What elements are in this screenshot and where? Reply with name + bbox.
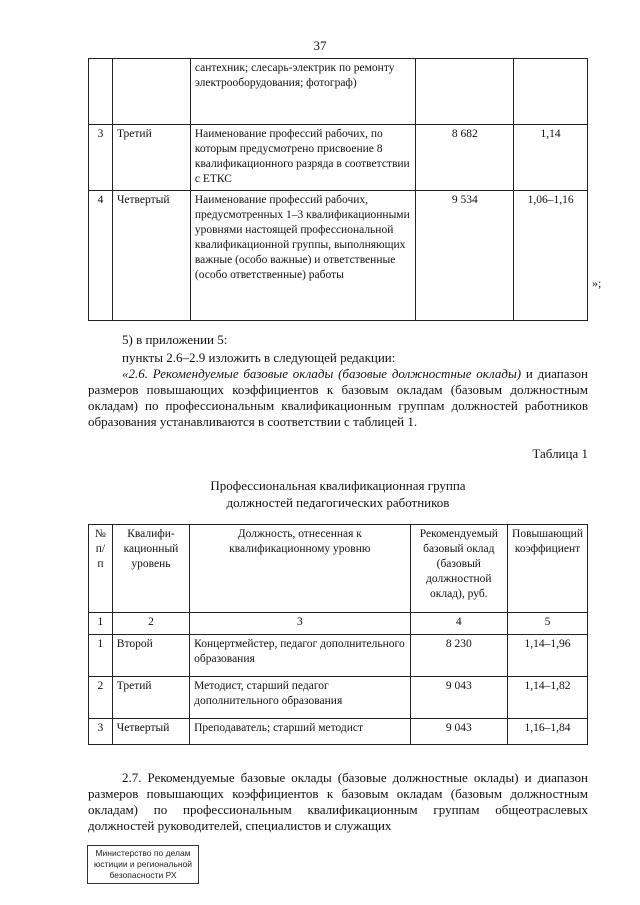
- table-row: [89, 677, 588, 719]
- cell-num: [89, 59, 113, 125]
- cell-coef: 1,14–1,96: [508, 635, 588, 677]
- points-intro: пункты 2.6–2.9 изложить в следующей редакции:: [122, 350, 396, 365]
- header-salary: Рекомендуемый базовый оклад (базовый должностной оклад), руб.: [410, 525, 507, 613]
- cell-position: Преподаватель; старший методист: [190, 719, 410, 745]
- cell-positions: сантехник; слесарь-электрик по ремонту электрооборудования; фотограф): [190, 59, 416, 125]
- cell-positions: Наименование профессий рабочих, по которым предусмотрено присвоение 8 квалификационного разряда в соответствии с ЕТКС: [190, 125, 416, 191]
- table-row: [89, 635, 588, 677]
- column-number-row: [89, 613, 588, 635]
- cell-num: 4: [89, 191, 113, 321]
- cell-num: 3: [89, 719, 113, 745]
- cell-coef: 1,16–1,84: [508, 719, 588, 745]
- table-row: [89, 719, 588, 745]
- cell-level: [112, 59, 190, 125]
- cell-salary: 9 043: [410, 719, 507, 745]
- cell-num: 2: [89, 677, 113, 719]
- table-title-line1: Профессиональная квалификационная группа: [210, 478, 466, 493]
- cell-coef: 1,14–1,82: [508, 677, 588, 719]
- cell-num: 3: [89, 125, 113, 191]
- cell-salary: 9 534: [416, 191, 514, 321]
- cell-coef: 1,14: [514, 125, 588, 191]
- paragraph-2-6: [88, 366, 588, 430]
- cell-salary: 9 043: [410, 677, 507, 719]
- stamp-line: Министерство по делам: [95, 848, 191, 858]
- page-number: 37: [313, 38, 327, 53]
- header-num: № п/п: [89, 525, 113, 613]
- salary-table-1: [88, 524, 588, 745]
- cell-level: Второй: [112, 635, 189, 677]
- paragraph-2-7: 2.7. Рекомендуемые базовые оклады (базовые должностные оклады) и диапазон размеров повышающих коэффициентов к базовым окладам (базовым должностным окладам) по профессиональным квалификационным группам общеотраслевых должностей руководителей, специалистов и служащих: [88, 770, 588, 833]
- col-number: 1: [89, 613, 113, 635]
- header-level: Квалифи-кационный уровень: [112, 525, 189, 613]
- cell-level: Третий: [112, 677, 189, 719]
- paragraph-2-6-italic: «2.6. Рекомендуемые базовые оклады (базовые должностные оклады): [122, 366, 522, 381]
- cell-level: Четвертый: [112, 191, 190, 321]
- cell-position: Концертмейстер, педагог дополнительного образования: [190, 635, 410, 677]
- salary-table-continued: [88, 58, 588, 321]
- cell-salary: 8 230: [410, 635, 507, 677]
- cell-coef: [514, 59, 588, 125]
- cell-salary: [416, 59, 514, 125]
- cell-coef: 1,06–1,16: [514, 191, 588, 321]
- table-row: [89, 59, 588, 125]
- item-5: 5) в приложении 5:: [122, 332, 228, 347]
- ministry-stamp: [87, 845, 199, 884]
- col-number: 4: [410, 613, 507, 635]
- table-row: [89, 191, 588, 321]
- table-row: [89, 125, 588, 191]
- table-label: Таблица 1: [532, 446, 588, 461]
- table-title-line2: должностей педагогических работников: [226, 495, 450, 510]
- cell-salary: 8 682: [416, 125, 514, 191]
- col-number: 2: [112, 613, 189, 635]
- header-coef: Повышающий коэффициент: [508, 525, 588, 613]
- stamp-line: безопасности РХ: [109, 870, 177, 880]
- col-number: 3: [190, 613, 410, 635]
- paragraph-2-6-text: и диапазон размеров повышающих коэффициентов к базовым окладам (базовым должностным окладам) по профессиональным квалификационным группам должностей работников образования устанавливаются в соответствии с таблицей 1.: [88, 366, 588, 429]
- col-number: 5: [508, 613, 588, 635]
- header-position: Должность, отнесенная к квалификационному уровню: [190, 525, 410, 613]
- cell-positions: Наименование профессий рабочих, предусмотренных 1–3 квалификационными уровнями настоящей профессиональной квалификационной группы, выполняющих важные (особо важные) и ответственные (особо ответственные) работы: [190, 191, 416, 321]
- cell-num: 1: [89, 635, 113, 677]
- table-header-row: [89, 525, 588, 613]
- stamp-line: юстиции и региональной: [93, 859, 193, 869]
- closing-quote: »;: [592, 276, 602, 290]
- cell-level: Третий: [112, 125, 190, 191]
- cell-position: Методист, старший педагог дополнительного образования: [190, 677, 410, 719]
- cell-level: Четвертый: [112, 719, 189, 745]
